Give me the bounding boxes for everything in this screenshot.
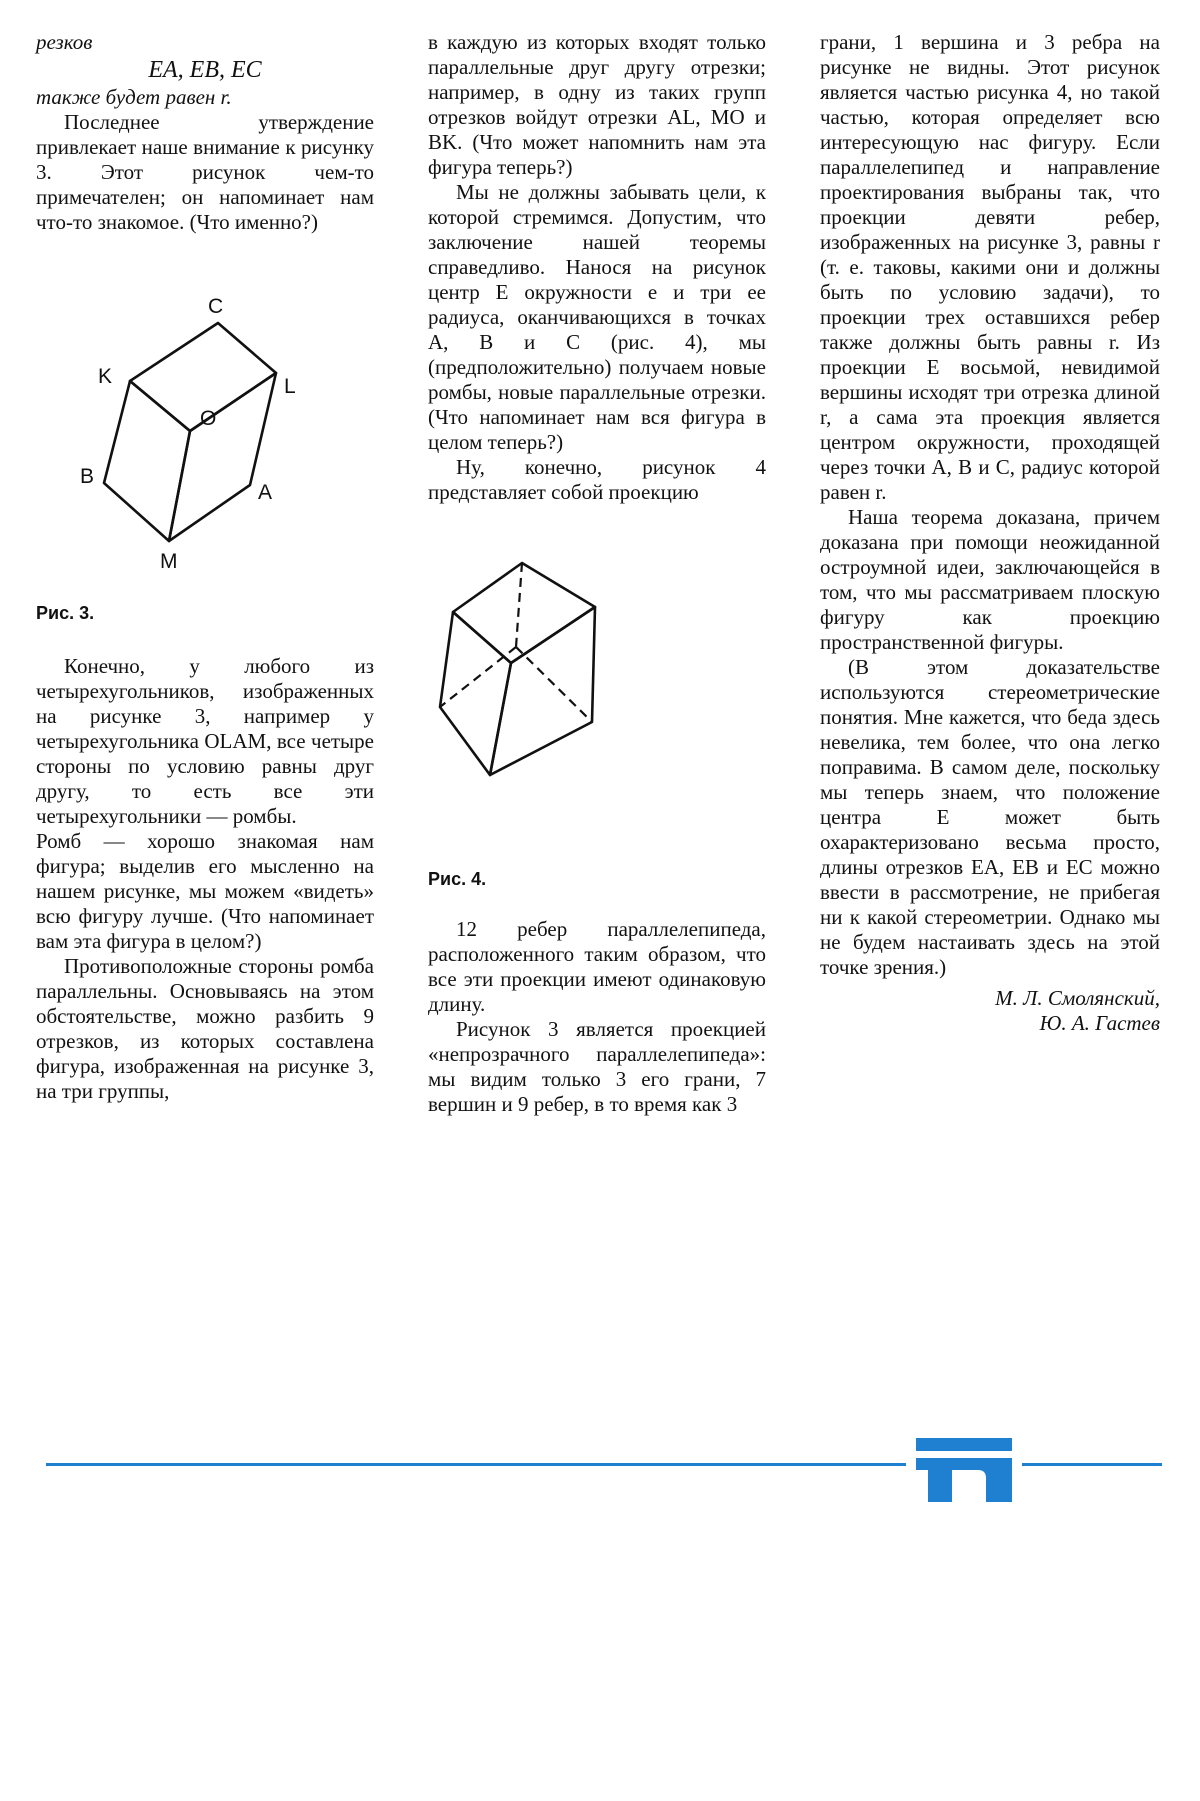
author-line: М. Л. Смолянский,: [995, 986, 1160, 1010]
kvant-logo-icon: [916, 1438, 1012, 1502]
hidden-edge: [516, 647, 592, 722]
paragraph: 12 ребер параллелепипеда, расположенного таким образом, что все эти проекции имеют одинаковую длину.: [428, 917, 766, 1016]
author-line: Ю. А. Гастев: [1039, 1011, 1160, 1035]
left-face: [440, 612, 511, 775]
column-3: [820, 30, 1160, 1036]
paragraph: Ромб — хорошо знакомая нам фигура; выделив его мысленно на нашем рисунке, мы можем «видеть» всю фигуру лучше. (Что напоминает вам эта фигура в целом?): [36, 829, 374, 953]
figure-3-caption: Рис. 3.: [36, 603, 95, 623]
hidden-edge: [516, 563, 522, 647]
column-1: [36, 30, 374, 1104]
paragraph: Мы не должны забывать цели, к которой стремимся. Допустим, что заключение нашей теоремы справедливо. Нанося на рисунок центр E окружности e и три ее радиуса, оканчивающихся в точках A, B и C (рис. 4), мы (предположительно) получаем новые ромбы, новые параллельные отрезки. (Что напоминает нам вся фигура в целом теперь?): [428, 180, 766, 454]
vertex-label-o: O: [200, 407, 217, 430]
top-face: [453, 563, 595, 663]
paragraph: Рисунок 3 является проекцией «непрозрачного параллелепипеда»: мы видим только 3 его грани, 7 вершин и 9 ребер, в то время как 3: [428, 1017, 766, 1116]
vertex-label-m: M: [160, 550, 178, 573]
segments-formula: EA, EB, EC: [148, 57, 262, 83]
paragraph: Последнее утверждение привлекает наше внимание к рисунку 3. Этот рисунок чем-то примечателен; он напоминает нам что-то знакомое. (Что именно?): [36, 110, 374, 234]
vertex-label-c: C: [208, 295, 224, 318]
figure-3: [36, 243, 374, 603]
paragraph: Наша теорема доказана, причем доказана при помощи неожиданной остроумной идеи, заключающейся в том, что мы рассматриваем плоскую фигуру как проекцию пространственной фигуры.: [820, 505, 1160, 654]
continuation-text-2: также будет равен r.: [36, 85, 232, 109]
footer-rule-left: [46, 1463, 906, 1466]
continuation-text: резков: [36, 30, 93, 54]
paragraph: Ну, конечно, рисунок 4 представляет собой проекцию: [428, 455, 766, 504]
paragraph: в каждую из которых входят только параллельные друг другу отрезки; например, в одну из таких групп отрезков войдут отрезки AL, MO и BK. (Что может напомнить нам эта фигура теперь?): [428, 30, 766, 179]
right-face: [490, 607, 595, 775]
vertex-label-k: K: [98, 365, 113, 388]
footer-rule-right: [1022, 1463, 1162, 1466]
figure-4-caption: Рис. 4.: [428, 869, 487, 889]
vertex-label-l: L: [284, 375, 296, 398]
paragraph: (В этом доказательстве используются стереометрические понятия. Мне кажется, что беда здесь невелика, тем более, что она легко поправима. В самом деле, поскольку мы теперь знаем, что положение центра E может быть охарактеризовано весьма просто, длины отрезков EA, EB и EC можно ввести в рассмотрение, не прибегая ни к какой стереометрии. Однако мы не будем настаивать здесь на этой точке зрения.): [820, 655, 1160, 979]
column-2: [428, 30, 766, 1117]
left-face: [104, 381, 190, 541]
vertex-label-b: B: [80, 465, 95, 488]
paragraph: Конечно, у любого из четырехугольников, изображенных на рисунке 3, например у четырехугольника OLAM, все четыре стороны по условию равны друг другу, то есть все эти четырехугольники — ромбы.: [36, 654, 374, 828]
figure-4: [428, 529, 766, 829]
vertex-label-a: A: [258, 481, 273, 504]
paragraph: Противоположные стороны ромба параллельны. Основываясь на этом обстоятельстве, можно разбить 9 отрезков, из которых составлена фигура, изображенная на рисунке 3, на три группы,: [36, 954, 374, 1103]
right-face: [169, 373, 276, 541]
paragraph: грани, 1 вершина и 3 ребра на рисунке не видны. Этот рисунок является частью рисунка 4, но такой частью, которая определяет всю интересующую нас фигуру. Если параллелепипед и направление проектирования выбраны так, что проекции девяти ребер, изображенных на рисунке 3, равны r (т. е. таковы, какими они и должны быть по условию задачи), то проекции трех оставшихся ребер также должны быть равны r. Из проекции E восьмой, невидимой вершины исходят три отрезка длиной r, а сама эта проекция является центром окружности, проходящей через точки A, B и C, радиус которой равен r.: [820, 30, 1160, 504]
